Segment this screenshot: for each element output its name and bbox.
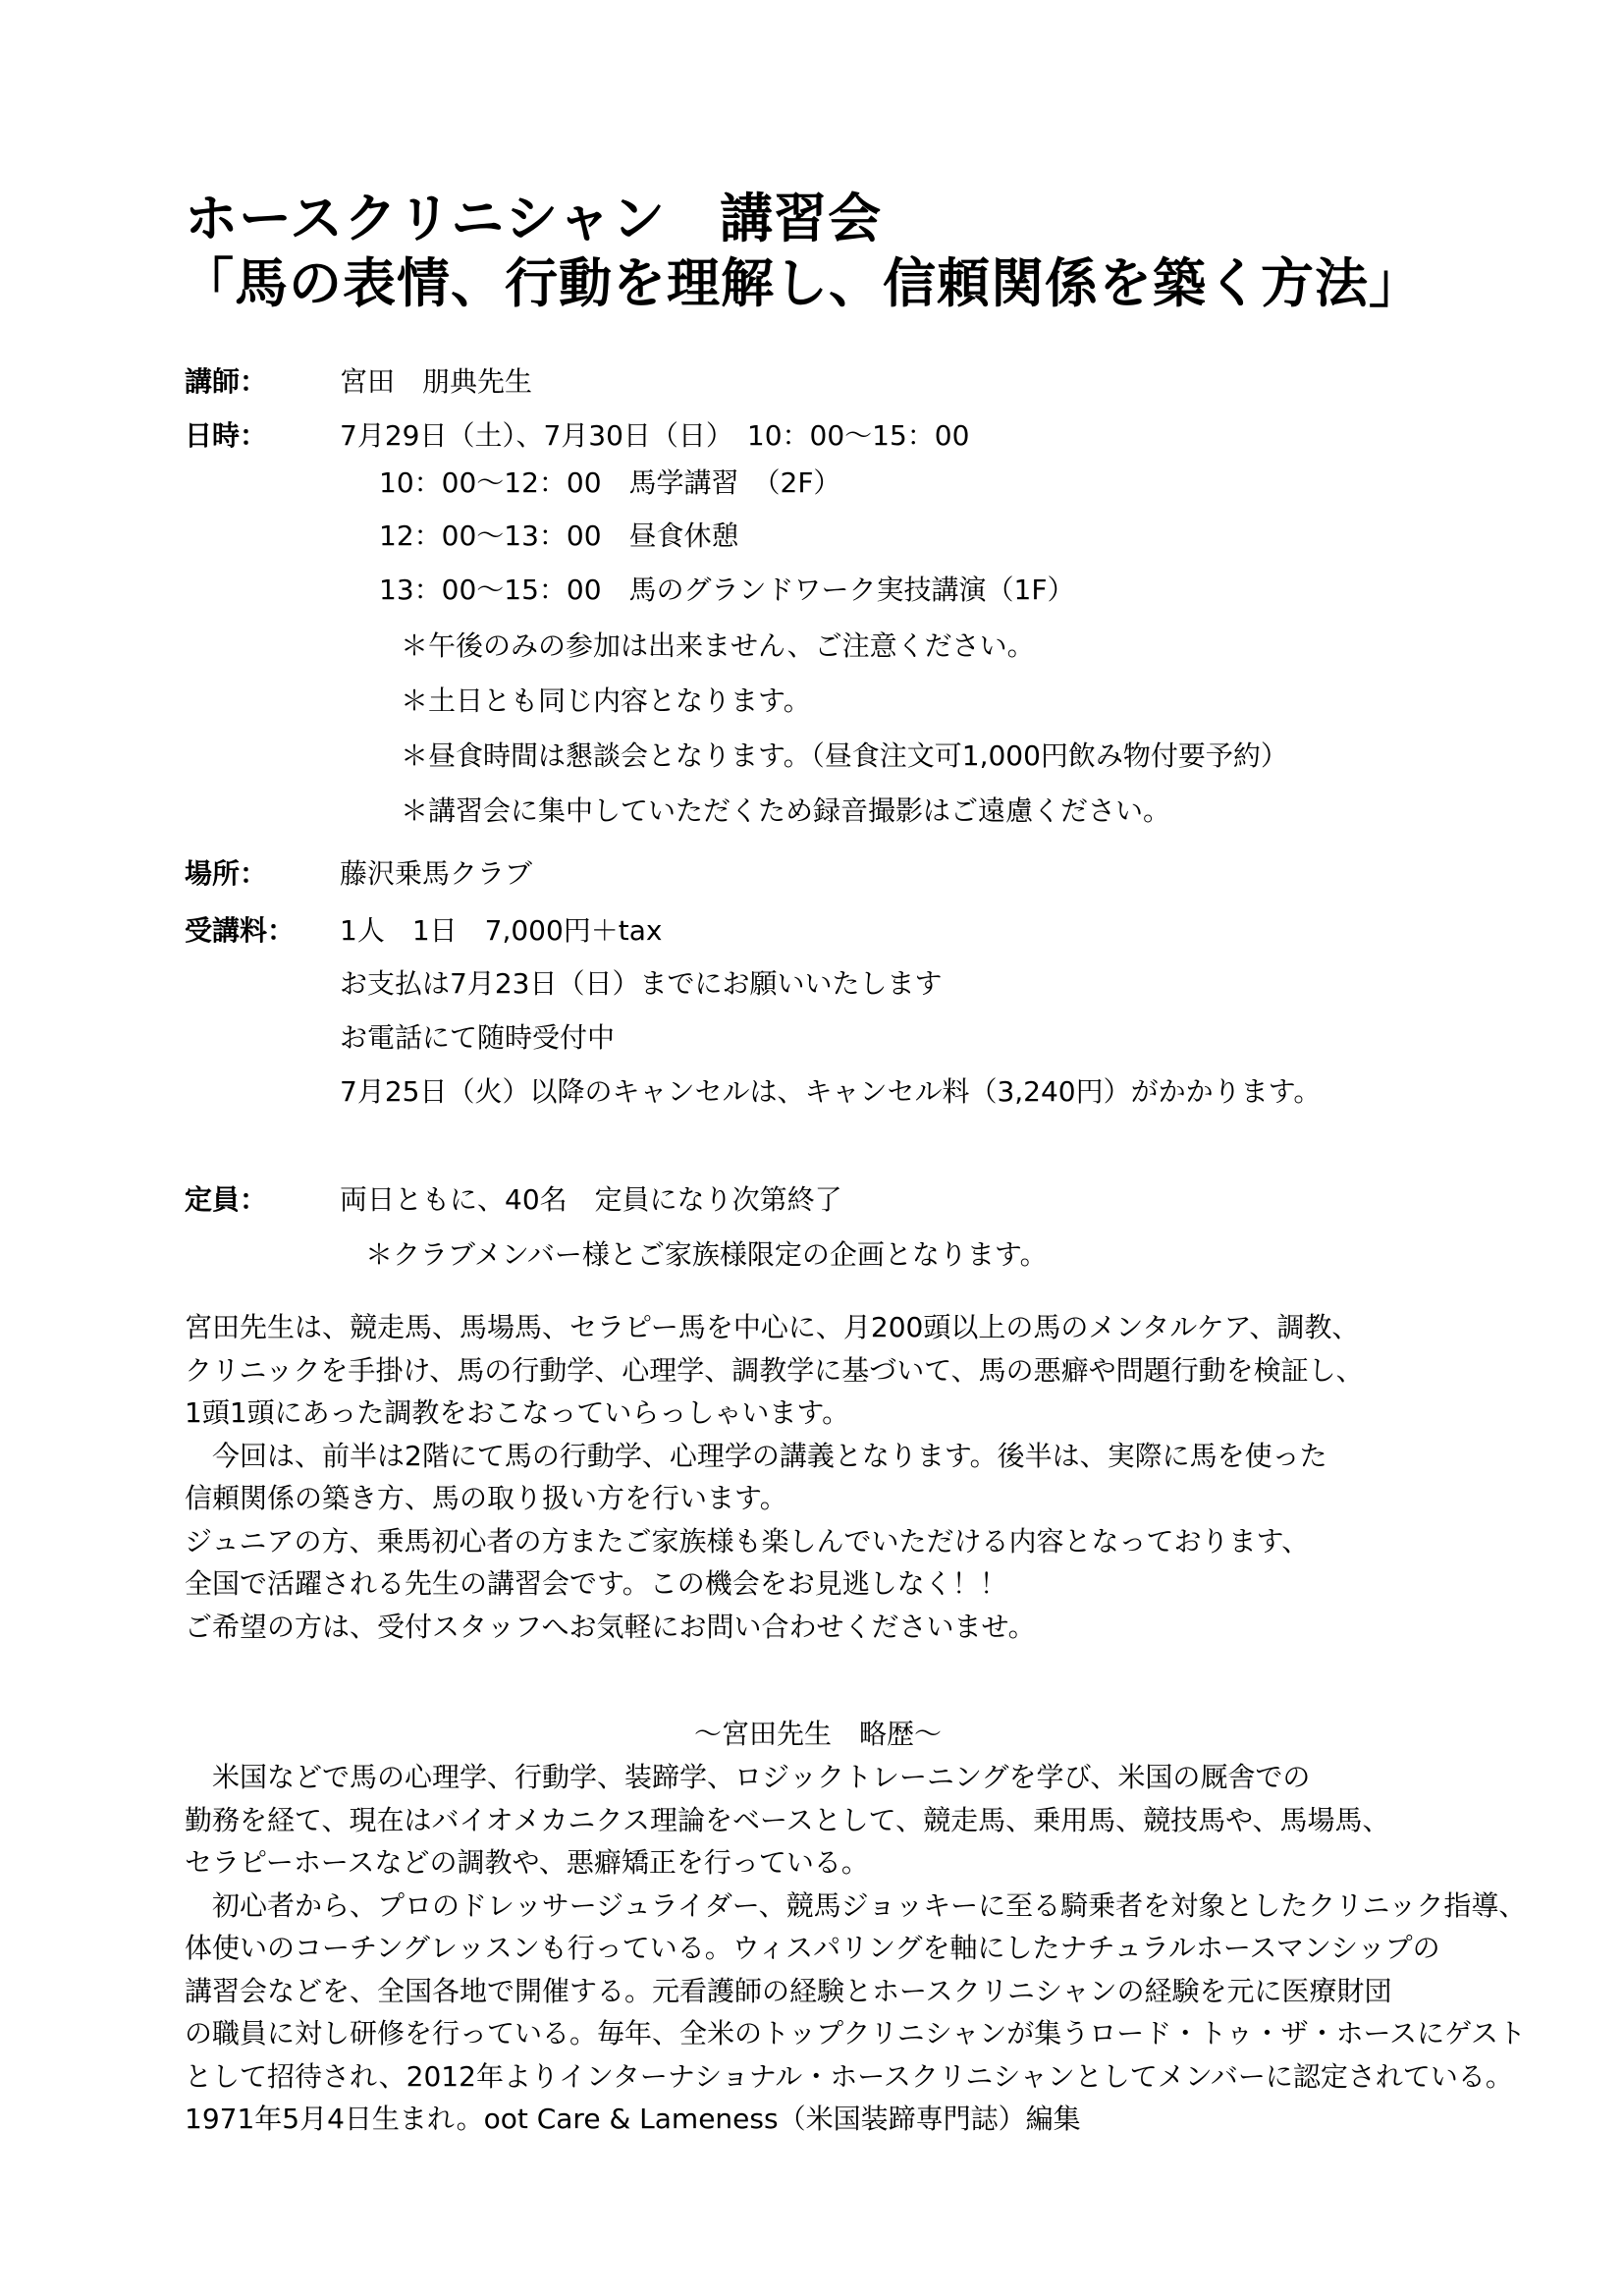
capacity-value: 両日ともに、40名 定員になり次第終了 — [340, 1183, 842, 1216]
description-line: 信頼関係の築き方、馬の取り扱い方を行います。 — [185, 1482, 787, 1514]
description-line: ジュニアの方、乗馬初心者の方またご家族様も楽しんでいただける内容となっております、 — [185, 1525, 1310, 1558]
biography-line: 講習会などを、全国各地で開催する。元看護師の経験とホースクリニシャンの経験を元に医療財団 — [185, 1975, 1392, 2007]
place-label: 場所： — [185, 857, 268, 890]
fee-line: 1人 1日 7,000円＋tax — [340, 914, 663, 947]
description-line: 宮田先生は、競走馬、馬場馬、セラピー馬を中心に、月200頭以上の馬のメンタルケア、調教、 — [185, 1311, 1360, 1343]
description-line: ご希望の方は、受付スタッフへお気軽にお問い合わせくださいませ。 — [185, 1611, 1036, 1643]
biography-line: 勤務を経て、現在はバイオメカニクス理論をベースとして、競走馬、乗用馬、競技馬や、馬場馬、 — [185, 1804, 1390, 1836]
schedule-item: 10：00～12：00 馬学講習 （2F） — [379, 466, 841, 499]
fee-line: お電話にて随時受付中 — [340, 1021, 616, 1054]
schedule-note: ＊土日とも同じ内容となります。 — [401, 684, 811, 717]
fee-line: 7月25日（火）以降のキャンセルは、キャンセル料（3,240円）がかかります。 — [340, 1075, 1322, 1108]
biography-line: として招待され、2012年よりインターナショナル・ホースクリニシャンとしてメンバーに認定されている。 — [185, 2060, 1513, 2093]
biography-heading: ～宮田先生 略歴～ — [693, 1718, 942, 1750]
schedule-item: 12：00～13：00 昼食休憩 — [379, 519, 739, 552]
biography-line: セラピーホースなどの調教や、悪癖矯正を行っている。 — [185, 1846, 869, 1879]
schedule-note: ＊昼食時間は懇談会となります。（昼食注文可1,000円飲み物付要予約） — [401, 739, 1288, 772]
capacity-label: 定員： — [185, 1183, 268, 1216]
lecturer-value: 宮田 朋典先生 — [340, 365, 533, 398]
datetime-value: 7月29日（土）、7月30日（日） 10：00～15：00 — [340, 419, 970, 452]
lecturer-label: 講師： — [185, 365, 268, 398]
fee-label: 受講料： — [185, 914, 296, 947]
fee-line: お支払は7月23日（日）までにお願いいたします — [340, 967, 943, 1000]
schedule-item: 13：00～15：00 馬のグランドワーク実技講演（1F） — [379, 574, 1075, 606]
description-line: クリニックを手掛け、馬の行動学、心理学、調教学に基づいて、馬の悪癖や問題行動を検証し、 — [185, 1354, 1364, 1387]
biography-line: 初心者から、プロのドレッサージュライダー、競馬ジョッキーに至る騎乗者を対象としたクリニック指導、 — [185, 1889, 1527, 1922]
description-line: 1頭1頭にあった調教をおこなっていらっしゃいます。 — [185, 1396, 850, 1429]
biography-line: の職員に対し研修を行っている。毎年、全米のトップクリニシャンが集うロード・トゥ・ザ・ホースにゲスト — [185, 2017, 1526, 2050]
schedule-note: ＊講習会に集中していただくため録音撮影はご遠慮ください。 — [401, 794, 1171, 827]
title-line-1: ホースクリニシャン 講習会 — [185, 188, 883, 249]
datetime-label: 日時： — [185, 419, 268, 452]
description-line: 今回は、前半は2階にて馬の行動学、心理学の講義となります。後半は、実際に馬を使った — [185, 1440, 1327, 1472]
biography-line: 米国などで馬の心理学、行動学、装蹄学、ロジックトレーニングを学び、米国の厩舎での — [185, 1761, 1311, 1793]
biography-line: 体使いのコーチングレッスンも行っている。ウィスパリングを軸にしたナチュラルホースマンシップの — [185, 1932, 1440, 1964]
title-line-2: 「馬の表情、行動を理解し、信頼関係を築く方法」 — [181, 252, 1423, 314]
capacity-note: ＊クラブメンバー様とご家族様限定の企画となります。 — [365, 1238, 1048, 1271]
schedule-note: ＊午後のみの参加は出来ません、ご注意ください。 — [401, 629, 1035, 662]
description-line: 全国で活躍される先生の講習会です。この機会をお見逃しなく！！ — [185, 1567, 1007, 1600]
biography-line: 1971年5月4日生まれ。oot Care & Lameness（米国装蹄専門誌）編集 — [185, 2103, 1081, 2135]
place-value: 藤沢乗馬クラブ — [340, 857, 533, 890]
